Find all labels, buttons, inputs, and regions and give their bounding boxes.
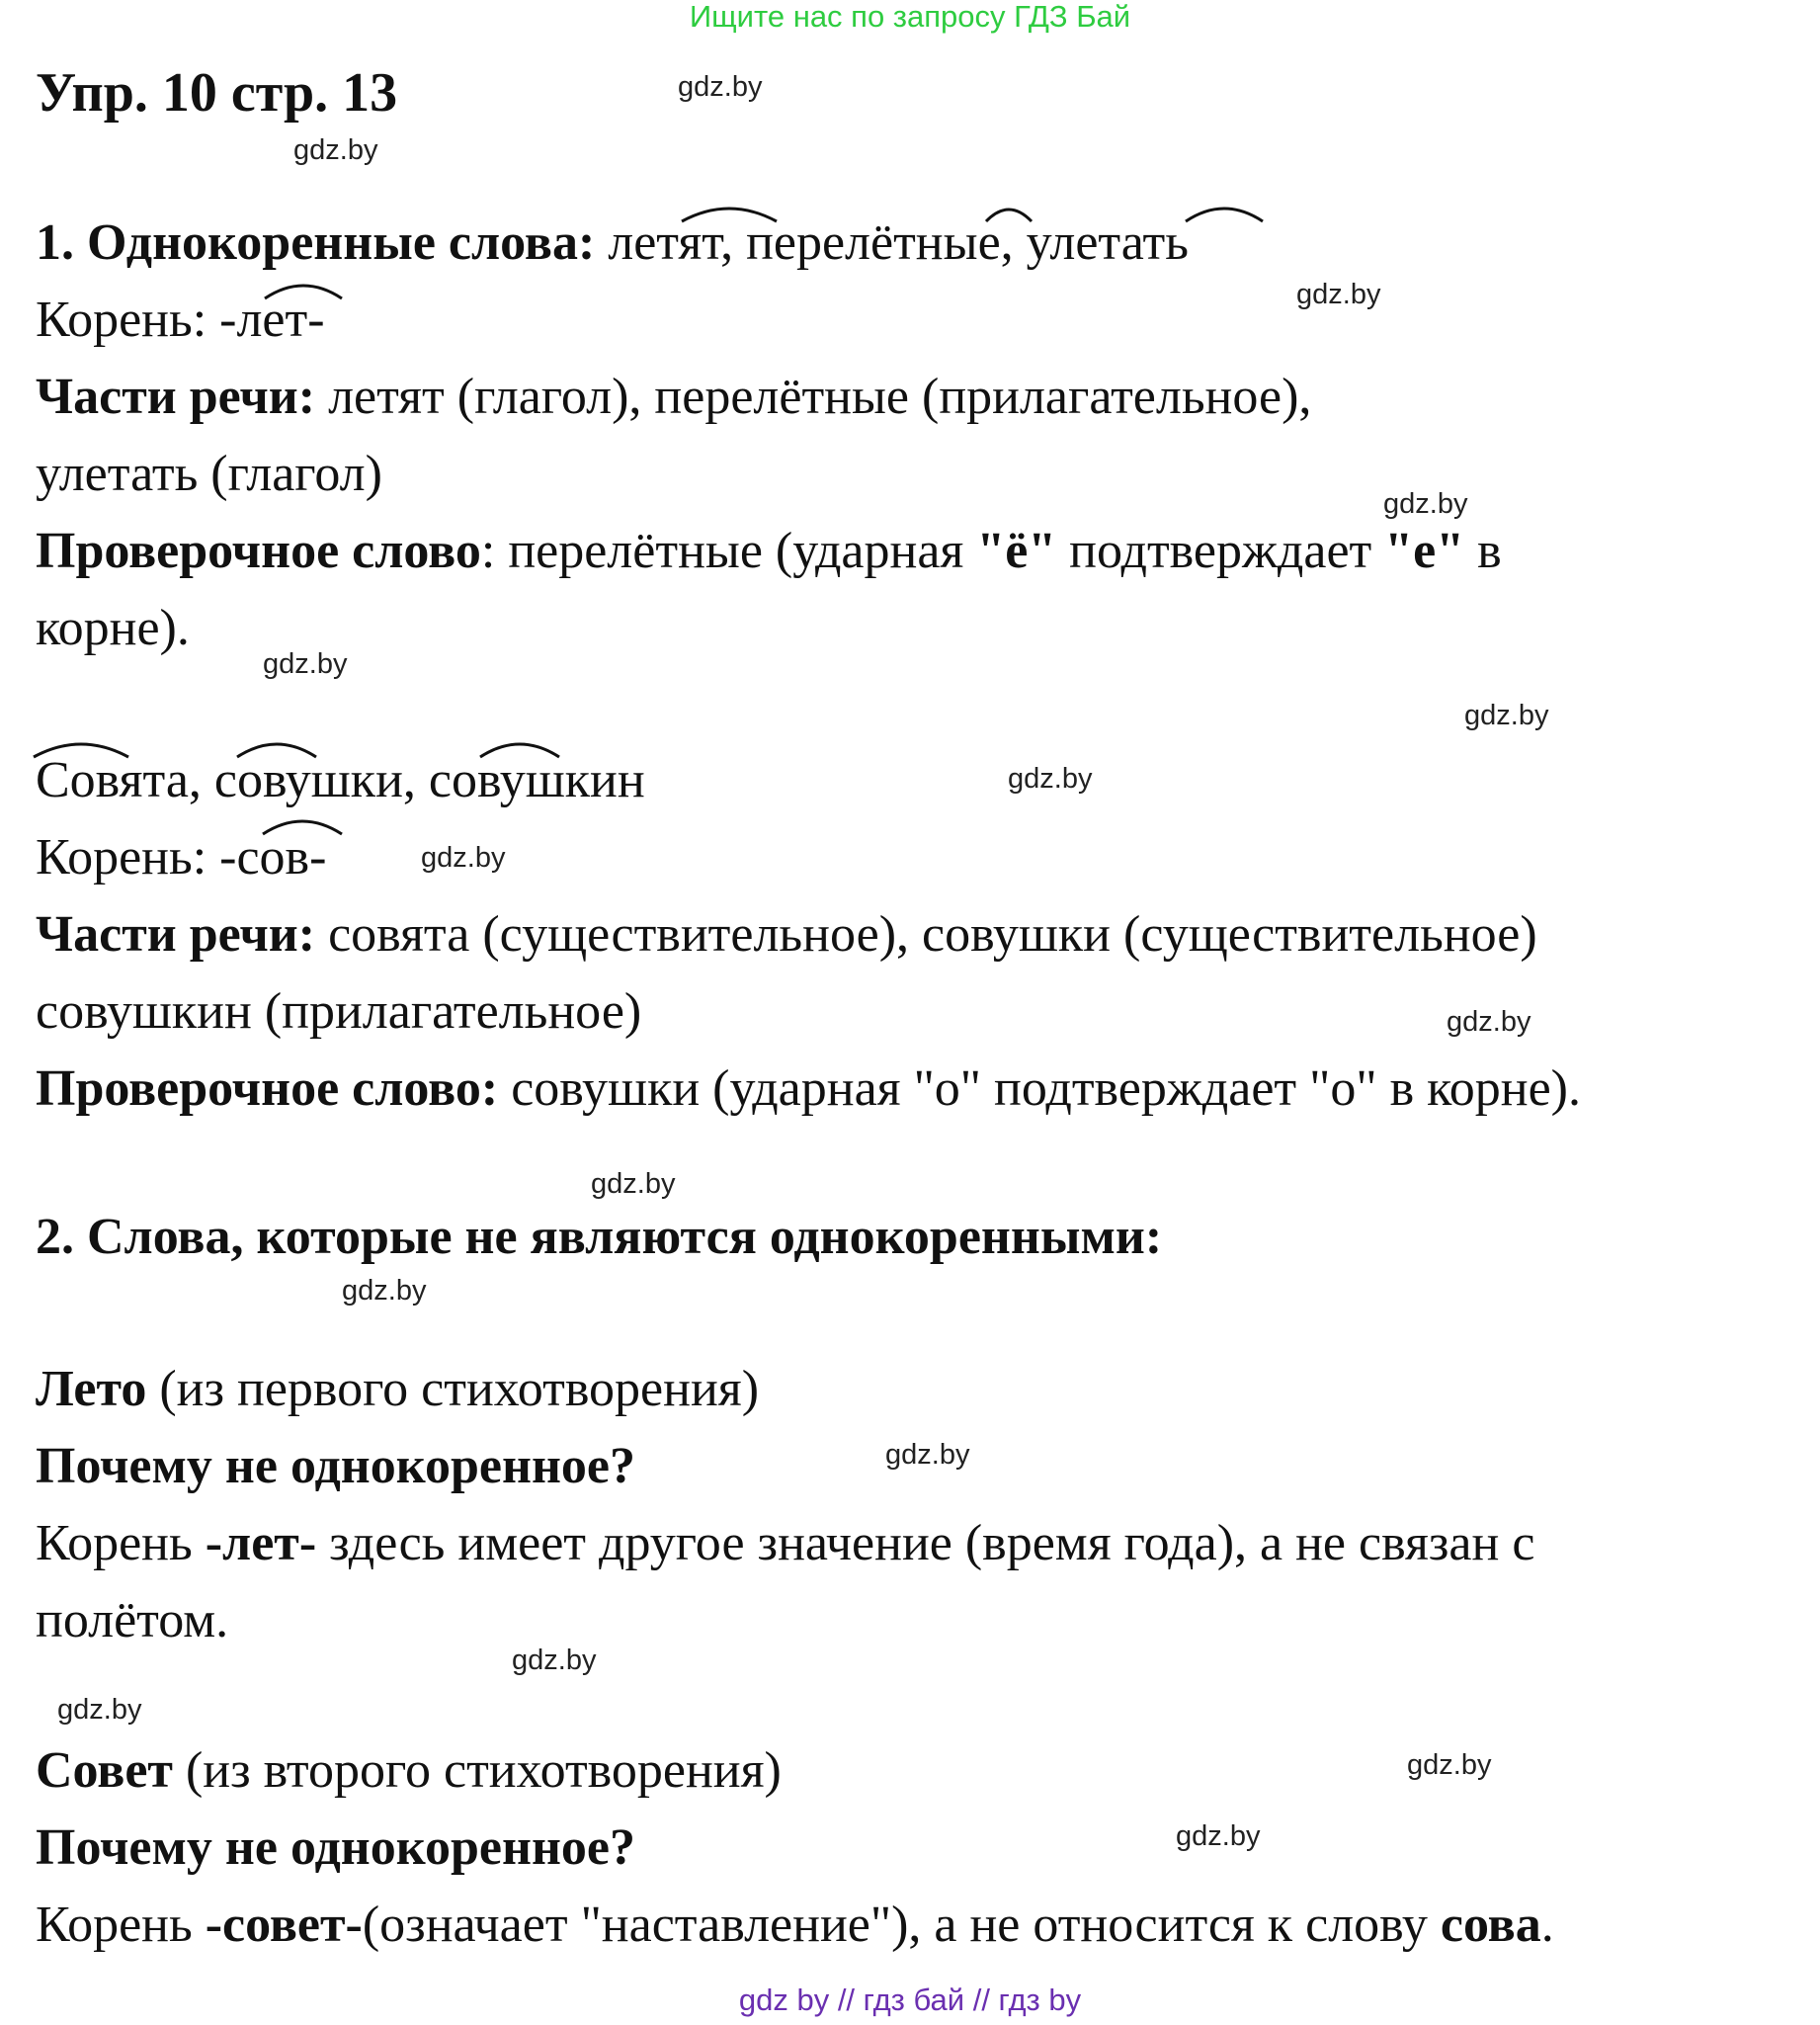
watermark: gdz.by [678, 71, 763, 103]
word1-note: (из первого стихотворения) [159, 1361, 760, 1417]
root-arc [984, 202, 1034, 223]
expl1-line2: полётом. [36, 1592, 229, 1648]
root-arc [1184, 202, 1265, 223]
expl2-root: -совет- [205, 1897, 363, 1953]
expl2-line [36, 1896, 1554, 1955]
expl2-b: (означает "наставление"), а не относится к слову [362, 1897, 1441, 1953]
section1-check-line2: корне). [36, 600, 190, 656]
watermark: gdz.by [293, 134, 378, 166]
expl1-a: Корень [36, 1515, 206, 1571]
expl1-root: -лет- [205, 1515, 317, 1571]
word1-line [36, 1360, 759, 1419]
section1b-check-text: совушки (ударная "о" подтверждает "о" в корне). [511, 1060, 1581, 1117]
top-banner[interactable]: Ищите нас по запросу ГДЗ Бай [689, 0, 1131, 34]
watermark: gdz.by [421, 842, 506, 874]
expl2-word: сова [1440, 1897, 1541, 1953]
expl2-a: Корень [36, 1897, 206, 1953]
watermark: gdz.by [1176, 1820, 1261, 1852]
section1-root: Корень: -лет- [36, 292, 325, 348]
section1-pos-label: Части речи: [36, 369, 316, 425]
section1-check-letter-e: "е" [1384, 523, 1465, 579]
expl1-line1 [36, 1514, 1534, 1573]
section1b-words: Совята, совушки, совушкин [36, 752, 645, 808]
word2-note: (из второго стихотворения) [185, 1742, 782, 1799]
root-arc [235, 737, 318, 759]
watermark: gdz.by [512, 1645, 597, 1676]
section1-check-label: Проверочное слово [36, 523, 481, 579]
word2-line [36, 1741, 782, 1801]
section1-pos-text: летят (глагол), перелётные (прилагательное), [328, 369, 1312, 425]
expl1-b: здесь имеет другое значение (время года), а не связан с [316, 1515, 1535, 1571]
why2: Почему не однокоренное? [36, 1819, 636, 1876]
watermark: gdz.by [1296, 279, 1381, 310]
watermark: gdz.by [591, 1168, 676, 1200]
section1b-pos-line2: совушкин (прилагательное) [36, 983, 642, 1040]
section2-heading: 2. Слова, которые не являются однокоренными: [36, 1209, 1163, 1265]
section1b-pos-label: Части речи: [36, 906, 316, 963]
section1b-check-label: Проверочное слово: [36, 1060, 499, 1117]
section1-pos-line2: улетать (глагол) [36, 446, 382, 502]
expl2-c: . [1540, 1897, 1554, 1953]
word1: Лето [36, 1361, 147, 1417]
watermark: gdz.by [342, 1275, 427, 1307]
section1-words: летят, перелётные, улетать [608, 214, 1189, 271]
root-arc [680, 202, 779, 223]
section1-check-line1 [36, 522, 1502, 581]
section1-check-text-c: в [1464, 523, 1502, 579]
root-arc [478, 737, 561, 759]
why1: Почему не однокоренное? [36, 1438, 636, 1494]
root-arc [263, 279, 344, 300]
section1b-check-line [36, 1059, 1581, 1119]
watermark: gdz.by [1447, 1006, 1531, 1038]
watermark: gdz.by [885, 1439, 970, 1471]
root-arc [32, 737, 130, 759]
exercise-title: Упр. 10 стр. 13 [36, 62, 398, 124]
watermark: gdz.by [1383, 488, 1468, 520]
watermark: gdz.by [1407, 1749, 1492, 1781]
root-arc [261, 814, 344, 836]
watermark: gdz.by [1464, 700, 1549, 731]
watermark: gdz.by [1008, 763, 1093, 795]
word2: Совет [36, 1742, 173, 1799]
section1-check-text-a: : перелётные (ударная [480, 523, 977, 579]
watermark: gdz.by [57, 1694, 142, 1726]
section1-heading: 1. Однокоренные слова: [36, 214, 596, 271]
section1-check-letter-yo: "ё" [976, 523, 1057, 579]
footer-links[interactable]: gdz by // гдз бай // гдз by [738, 1983, 1082, 2017]
section1-pos-line1 [36, 368, 1311, 427]
watermark: gdz.by [263, 648, 348, 680]
section1-check-text-b: подтверждает [1056, 523, 1385, 579]
section1b-root: Корень: -сов- [36, 829, 327, 886]
section1b-pos-text: совята (существительное), совушки (существительное) [328, 906, 1537, 963]
section1b-pos-line1 [36, 905, 1537, 965]
